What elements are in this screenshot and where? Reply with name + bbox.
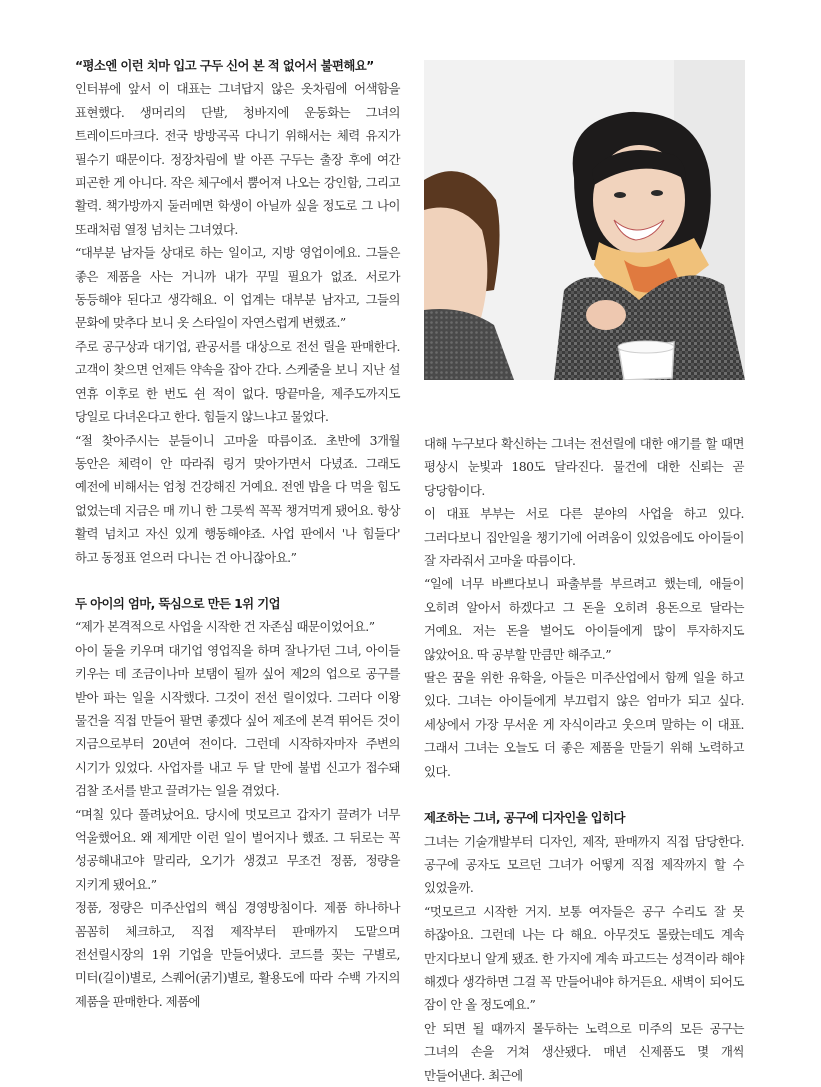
body-paragraph: “대부분 남자들 상대로 하는 일이고, 지방 영업이에요. 그들은 좋은 제품을 사는 거니까 내가 꾸밀 필요가 없죠. 서로가 동등해야 된다고 생각해요. 이 업계는 대부분 남자고, 그들의 문화에 맞추다 보니 옷 스타일이 자연스럽게 변했죠.” (75, 245, 400, 331)
body-paragraph: “멋모르고 시작한 거지. 보통 여자들은 공구 수리도 잘 못 하잖아요. 그런데 나는 다 해요. 아무것도 몰랐는데도 계속 만지다보니 알게 됐죠. 한 가지에 계속 파고드는 성격이라 해야 해겠다 생각하면 그걸 꼭 만들어내야 하거든요. 새벽이 되어도 잠이 안 올 정도예요.” (424, 903, 744, 1013)
body-paragraph: 그녀는 기술개발부터 디자인, 제작, 판매까지 직접 담당한다. 공구에 공자도 모르던 그녀가 어떻게 직접 제작까지 할 수 있었을까. (424, 833, 744, 896)
body-paragraph: 이 대표 부부는 서로 다른 분야의 사업을 하고 있다. 그러다보니 집안일을 챙기기에 어려움이 있었음에도 아이들이 잘 자라줘서 고마울 따름이다. (424, 506, 744, 569)
body-paragraph: 대해 누구보다 확신하는 그녀는 전선릴에 대한 얘기를 할 때면 평상시 눈빛과 180도 달라진다. 물건에 대한 신뢰는 곧 당당함이다. (424, 436, 744, 498)
body-paragraph: “일에 너무 바쁘다보니 파출부를 부르려고 했는데, 애들이 오히려 알아서 하겠다고 그 돈을 오히려 용돈으로 달라는 거예요. 저는 돈을 벌어도 아이들에게 많이 투자하지도 않았어요. 딱 공부할 만큼만 해주고.” (424, 576, 744, 662)
body-paragraph: 안 되면 될 때까지 몰두하는 노력으로 미주의 모든 공구는 그녀의 손을 거쳐 생산됐다. 매년 신제품도 몇 개씩 만들어낸다. 최근에 (424, 1020, 744, 1083)
body-paragraph: 아이 둘을 키우며 대기업 영업직을 하며 잘나가던 그녀, 아이들 키우는 데 조금이나마 보탬이 될까 싶어 제2의 업으로 공구를 받아 파는 일을 시작했다. 그것이 전선 릴이었다. 그러다 이왕 물건을 직접 만들어 팔면 좋겠다 싶어 제조에 본격 뛰어든 것이 지금으로부터 20년여 전이다. 그런데 시작하자마자 주변의 시기가 있었다. 사업자를 내고 두 달 만에 불법 신고가 접수돼 검찰 조서를 받고 끌려가는 일을 겪었다. (75, 642, 400, 799)
body-paragraph: “절 찾아주시는 분들이니 고마울 따름이죠. 초반에 3개월 동안은 체력이 안 따라줘 링거 맞아가면서 다녔죠. 그래도 예전에 비해서는 엄청 건강해진 거예요. 전엔 밥을 다 먹을 힘도 없었는데 지금은 매 끼니 한 그릇씩 꼭꼭 챙겨먹게 됐어요. 항상 활력 넘치고 자신 있게 행동해야죠. 사업 판에서 '나 힘들다' 하고 동정표 얻으러 다니는 건 아니잖아요.” (75, 432, 400, 565)
photo-illustration (424, 60, 745, 380)
left-column (75, 54, 400, 1013)
body-paragraph: “제가 본격적으로 사업을 시작한 건 자존심 때문이었어요.” (75, 619, 375, 635)
body-paragraph: 딸은 꿈을 위한 유학을, 아들은 미주산업에서 함께 일을 하고 있다. 그녀는 아이들에게 부끄럽지 않은 엄마가 되고 싶다. 세상에서 가장 무서운 게 자식이라고 웃으며 말하는 이 대표. 그래서 그녀는 오늘도 더 좋은 제품을 만들기 위해 노력하고 있다. (424, 670, 744, 779)
section-gap (424, 783, 744, 806)
body-paragraph: 주로 공구상과 대기업, 관공서를 대상으로 전선 릴을 판매한다. 고객이 찾으면 언제든 약속을 잡아 간다. 스케줄을 보니 지난 설 연휴 이후로 한 번도 쉰 적이 없다. 땅끝마을, 제주도까지도 당일로 다녀온다고 한다. 힘들지 않느냐고 물었다. (75, 338, 400, 425)
body-paragraph: 정품, 정량은 미주산업의 핵심 경영방침이다. 제품 하나하나 꼼꼼히 체크하고, 직접 제작부터 판매까지 도맡으며 전선릴시장의 1위 기업을 만들어냈다. 코드를 꽂는 구별로, 미터(길이)별로, 스퀘어(굵기)별로, 활용도에 따라 수백 가지의 제품을 판매한다. 제품에 (75, 900, 400, 1009)
section-gap (75, 569, 400, 592)
body-paragraph: 인터뷰에 앞서 이 대표는 그녀답지 않은 옷차림에 어색함을 표현했다. 생머리의 단발, 청바지에 운동화는 그녀의 트레이드마크다. 전국 방방곡곡 다니기 위해서는 체력 유지가 필수기 때문이다. 정장차림에 발 아픈 구두는 출장 후에 여간 피곤한 게 아니다. 작은 체구에서 뿜어져 나오는 강인함, 그리고 활력. 책가방까지 둘러메면 학생이 아닐까 싶을 정도로 그 나이 또래처럼 열정 넘치는 그녀였다. (75, 81, 400, 237)
body-paragraph: “며칠 있다 풀려났어요. 당시에 멋모르고 갑자기 끌려가 너무 억울했어요. 왜 제게만 이런 일이 벌어지나 했죠. 그 뒤로는 꼭 성공해내고야 말리라, 오기가 생겼고 무조건 정품, 정량을 지키게 됐어요.” (75, 806, 400, 892)
section-heading: 두 아이의 엄마, 뚝심으로 만든 1위 기업 (75, 595, 280, 611)
section-heading: “평소엔 이런 치마 입고 구두 신어 본 적 없어서 불편해요” (75, 58, 374, 73)
section-heading: 제조하는 그녀, 공구에 디자인을 입히다 (424, 810, 625, 826)
right-column (424, 432, 744, 1087)
interview-photo (424, 60, 745, 380)
